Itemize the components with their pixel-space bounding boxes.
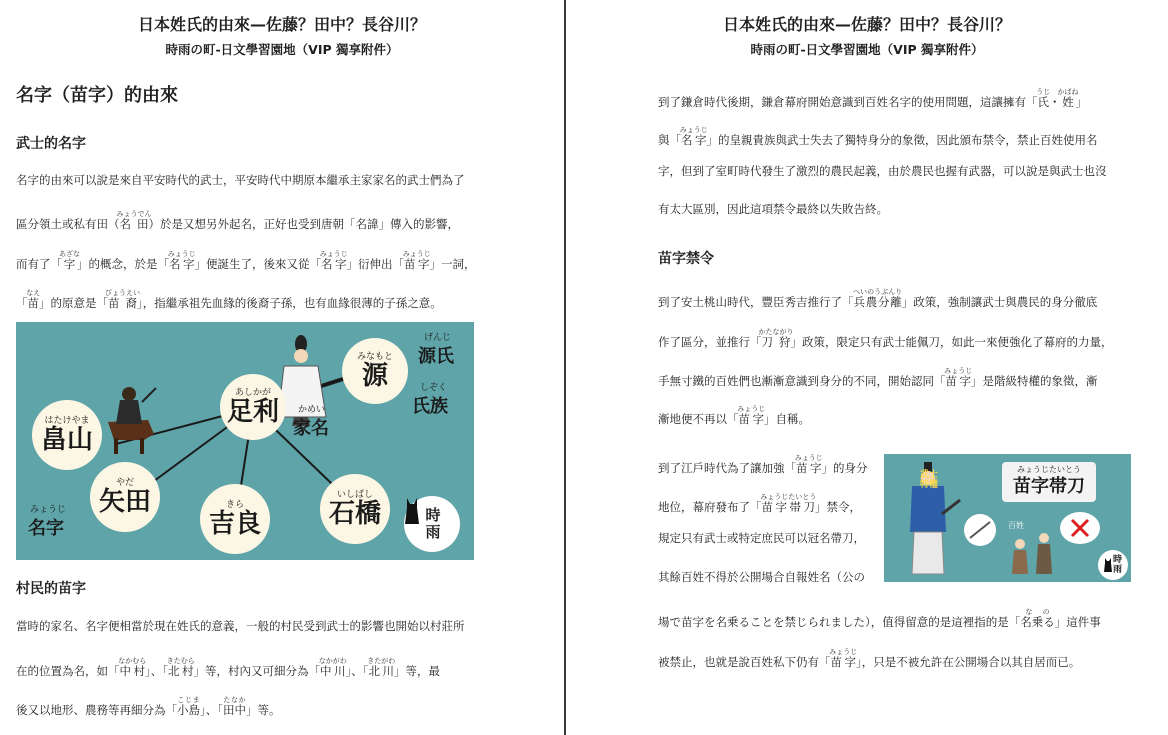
speech-bubble-cross (1060, 512, 1100, 544)
paragraph-line: 名字的由來可以說是來自平安時代的武士，平安時代中期原本繼承主家家名的武士們為了 (16, 173, 465, 187)
shigure-logo: 時 雨 (404, 496, 460, 552)
shigure-logo: 時 雨 (1098, 550, 1128, 580)
genji-label: 源氏 (418, 346, 454, 367)
samurai-privilege-tag: 武士 特權 (920, 470, 939, 490)
paragraph-line: 到了江戶時代為了讓加強「苗字みょうじ」的身分 (658, 454, 868, 475)
paragraph-line: 有太大區別，因此這項禁令最終以失敗告終。 (658, 202, 888, 216)
document-title: 日本姓氏的由來—佐藤？田中？長谷川？ (137, 15, 426, 34)
genji-reading: げんじ (424, 333, 452, 343)
left-page (0, 0, 564, 735)
paragraph-line: 場で苗字を名乗ることを禁じられました），值得留意的是這裡指的是「名乗るなの」這件事 (658, 608, 1101, 629)
commoner-label: 百姓 (1008, 521, 1024, 530)
paragraph-line: 被禁止，也就是說百姓私下仍有「苗字みょうじ」，只是不被允許在公開場合以其自居而已。 (658, 648, 1081, 669)
circle-ishibashi: いしばし 石橋 (320, 474, 390, 544)
speech-bubble-no (964, 514, 996, 546)
circle-hatakeyama: はたけやま 畠山 (32, 400, 102, 470)
paragraph-line: 漸地便不再以「苗字みょうじ」自稱。 (658, 405, 810, 426)
myoji-taito-illustration (884, 454, 1131, 582)
paragraph-line: 到了安土桃山時代，豐臣秀吉推行了「兵農分離へいのうぶんり」政策，強制讓武士與農民的身分徹底 (658, 288, 1098, 309)
mounted-samurai (108, 387, 156, 454)
paragraph-line: 作了區分，並推行「刀狩かたながり」政策，限定只有武士能佩刀，如此一來便強化了幕府的力量， (658, 328, 1113, 349)
kamei-label: 家名 (293, 418, 329, 439)
paragraph-line: 字，但到了室町時代發生了激烈的農民起義，由於農民也握有武器，可以說是與武士也沒 (658, 164, 1107, 178)
document-subtitle: 時雨の町-日文學習園地（VIP 獨享附件） (165, 42, 399, 57)
circle-minamoto: みなもと 源 (342, 338, 408, 404)
circle-kira: きら 吉良 (200, 484, 270, 554)
myoji-taito-sign: みょうじたいとう 苗字帯刀 (1002, 462, 1096, 502)
subheading-samurai-names: 武士的名字 (16, 136, 86, 152)
paragraph-line: 當時的家名、名字便相當於現在姓氏的意義，一般的村民受到武士的影響也開始以村莊所 (16, 619, 465, 633)
section-heading-origin: 名字（苗字）的由來 (16, 85, 178, 106)
shizoku-label: 氏族 (412, 396, 448, 417)
myoji-label: 名字 (28, 518, 64, 539)
subheading-villager-names: 村民的苗字 (16, 581, 86, 597)
paragraph-line: 地位，幕府發布了「苗字帯刀みょうじたいとう」禁令， (658, 493, 861, 514)
circle-yada: やだ 矢田 (90, 462, 160, 532)
document-title: 日本姓氏的由來—佐藤？田中？長谷川？ (722, 15, 1011, 34)
paragraph-line: 而有了「字あざな」的概念，於是「名字みょうじ」便誕生了，後來又從「名字みょうじ」衍伸出「苗字みょうじ」一詞， (16, 250, 476, 271)
paragraph-line: 「苗なえ」的原意是「苗裔びょうえい」，指繼承祖先血緣的後裔子孫，也有血緣很薄的子孫之意。 (16, 289, 442, 310)
paragraph-line: 在的位置為名，如「中村なかむら」、「北村きたむら」等，村內又可細分為「中川なかがわ」、「北川きたがわ」等，最 (16, 657, 440, 678)
paragraph-line: 與「名字みょうじ」的皇親貴族與武士失去了獨特身分的象徵，因此頒布禁令，禁止百姓使用名 (658, 126, 1098, 147)
paragraph-line: 規定只有武士或特定庶民可以冠名帶刀， (658, 531, 865, 545)
cat-icon (404, 496, 420, 526)
cat-icon (1104, 557, 1112, 573)
paragraph-line: 到了鎌倉時代後期，鎌倉幕府開始意識到百姓名字的使用問題，這讓擁有「氏うじ・姓かばね」 (658, 88, 1087, 109)
circle-ashikaga: あしかが 足利 (220, 374, 286, 440)
kamei-reading: かめい (298, 405, 326, 415)
paragraph-line: 後又以地形、農務等再細分為「小島こじま」、「田中たなか」等。 (16, 696, 281, 717)
family-name-infographic (16, 322, 474, 560)
paragraph-line: 其餘百姓不得於公開場合自報姓名（公の (658, 570, 865, 584)
subheading-surname-ban: 苗字禁令 (658, 251, 714, 267)
right-page (566, 0, 1168, 735)
document-subtitle: 時雨の町-日文學習園地（VIP 獨享附件） (750, 42, 984, 57)
shizoku-reading: しぞく (420, 383, 448, 393)
commoner-figures (1012, 533, 1052, 574)
paragraph-line: 區分領土或私有田（名田みょうでん）於是又想另外起名，正好也受到唐朝「名諱」傳入的影響， (16, 210, 459, 231)
paragraph-line: 手無寸鐵的百姓們也漸漸意識到身分的不同，開始認同「苗字みょうじ」是階級特權的象徵，漸 (658, 367, 1098, 388)
myoji-reading: みょうじ (30, 505, 67, 515)
